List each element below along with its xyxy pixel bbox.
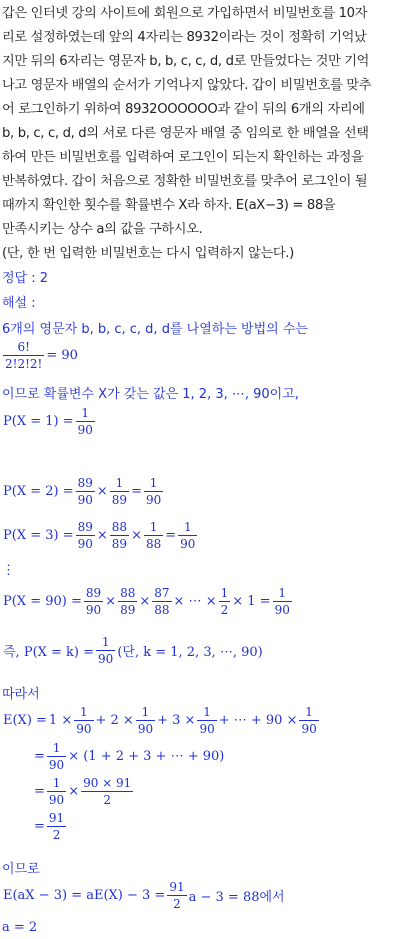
denominator: 89 [111, 493, 128, 507]
denominator: 2 [47, 826, 66, 842]
denominator: 90 [98, 652, 114, 666]
math-text: 즉, P(X = k) = [3, 645, 95, 660]
fraction [96, 635, 115, 666]
answer-line: 정답 : 2 [2, 271, 49, 286]
numerator: 1 [141, 705, 150, 719]
denominator: 90 [199, 722, 215, 736]
problem-line: 갑은 인터넷 강의 사이트에 회원으로 가입하면서 비밀번호를 10자 [2, 6, 368, 21]
math-text: = [165, 528, 177, 543]
problem-line: 리로 설정하였는데 앞의 4자리는 8932이라는 것이 정확히 기억났 [2, 30, 367, 45]
math-text: × [96, 528, 108, 543]
denominator: 88 [145, 537, 162, 551]
numerator: 1 [149, 520, 158, 534]
fraction [47, 776, 66, 807]
expectation-line-3 [33, 776, 134, 807]
fraction [76, 476, 95, 507]
so-label: 이므로 [2, 862, 40, 877]
math-text: + 3 × [157, 713, 196, 728]
denominator: 90 [137, 722, 154, 736]
p2-equation [2, 476, 164, 507]
numerator: 1 [149, 476, 158, 490]
values-line: 이므로 확률변수 X가 갖는 값은 1, 2, 3, ⋯, 90이고, [2, 387, 299, 402]
numerator: 1 [305, 705, 313, 719]
denominator: 2 [167, 895, 186, 911]
denominator: 89 [120, 603, 136, 617]
numerator: 6! [17, 340, 30, 354]
math-text: = [34, 819, 45, 834]
expectation-line-4 [33, 811, 67, 842]
problem-line: 때까지 확인한 횟수를 확률변수 X라 하자. E(aX−3) = 88을 [2, 198, 336, 213]
problem-line: (단, 한 번 입력한 비밀번호는 다시 입력하지 않는다.) [2, 246, 294, 261]
fraction [152, 586, 171, 617]
numerator: 89 [85, 586, 102, 600]
math-text: × [68, 784, 80, 799]
numerator: 1 [278, 586, 287, 600]
math-text: P(X = 3) = [3, 528, 74, 543]
p1-equation [2, 406, 96, 437]
math-text: × [105, 594, 117, 609]
p90-equation [2, 586, 293, 617]
fraction [167, 880, 186, 911]
numerator: 91 [169, 880, 185, 894]
math-text: × [139, 594, 151, 609]
numerator: 1 [220, 586, 229, 600]
math-text: P(X = 2) = [3, 484, 74, 499]
problem-line: 나고 영문자 배열의 순서가 기억나지 않았다. 갑이 비밀번호를 맞추 [2, 78, 372, 93]
fraction [110, 476, 129, 507]
math-text: = [34, 784, 45, 799]
math-text: × ⋯ × [173, 594, 217, 609]
numerator: 90 × 91 [83, 776, 132, 790]
numerator: 1 [81, 406, 90, 420]
math-text: × 1 = [232, 594, 271, 609]
fraction [74, 705, 93, 736]
numerator: 88 [120, 586, 136, 600]
fraction [47, 811, 66, 842]
count-fraction [3, 340, 44, 371]
numerator: 1 [101, 635, 110, 649]
numerator: 1 [183, 520, 192, 534]
math-text: P(X = 90) = [3, 594, 82, 609]
expectation-line-1 [2, 705, 320, 736]
explanation-label: 해설 : [2, 296, 36, 311]
numerator: 1 [115, 476, 124, 490]
fraction [47, 741, 66, 772]
numerator: 87 [154, 586, 170, 600]
numerator: 89 [77, 476, 93, 490]
math-text: 1 × [48, 713, 73, 728]
math-text: E(X) = [3, 713, 47, 728]
numerator: 1 [52, 776, 61, 790]
fraction [144, 476, 163, 507]
numerator: 89 [77, 520, 93, 534]
fraction [299, 705, 318, 736]
problem-line: 어 로그인하기 위하여 8932OOOOOO과 같이 뒤의 6개의 자리에 [2, 102, 365, 117]
problem-line: 하여 만든 비밀번호를 입력하여 로그인이 되는지 확인하는 과정을 [2, 150, 364, 165]
problem-line: 만족시키는 상수 a의 값을 구하시오. [2, 222, 203, 237]
problem-line: b, b, c, c, d, d의 서로 다른 영문자 배열 중 임의로 한 배열을 선택 [2, 126, 369, 141]
problem-line: 반복하였다. 갑이 처음으로 정확한 비밀번호를 맞추어 로그인이 될 [2, 174, 368, 189]
math-text: E(aX − 3) = aE(X) − 3 = [3, 888, 166, 903]
denominator: 2 [81, 791, 133, 807]
math-text: × (1 + 2 + 3 + ⋯ + 90) [68, 749, 225, 764]
denominator: 90 [77, 493, 93, 507]
numerator: 91 [48, 811, 65, 825]
fraction [273, 586, 292, 617]
denominator: 90 [145, 493, 162, 507]
numerator: 88 [111, 520, 128, 534]
denominator: 90 [77, 423, 93, 437]
expectation-line-2 [33, 741, 225, 772]
denominator: 90 [274, 603, 290, 617]
problem-line: 지만 뒤의 6자리는 영문자 b, b, c, c, d, d로 만들었다는 것만 기억 [2, 54, 370, 69]
denominator: 90 [180, 537, 196, 551]
fraction [144, 520, 163, 551]
denominator: 89 [111, 537, 128, 551]
solution-intro: 6개의 영문자 b, b, c, c, d, d를 나열하는 방법의 수는 [2, 322, 308, 337]
denominator: 2!2!2! [5, 357, 43, 371]
denominator: 90 [301, 722, 317, 736]
math-text: × [96, 484, 108, 499]
therefore-label: 따라서 [2, 687, 40, 702]
p3-equation [2, 520, 198, 551]
numerator: 1 [203, 705, 211, 719]
denominator: 2 [220, 603, 229, 617]
denominator: 90 [76, 722, 92, 736]
denominator: 90 [85, 603, 102, 617]
final-answer: a = 2 [2, 920, 38, 935]
denominator: 90 [48, 758, 65, 772]
fraction [136, 705, 155, 736]
vdots: ⋮ [2, 563, 15, 578]
math-text: × [131, 528, 142, 543]
fraction [76, 520, 95, 551]
fraction [110, 520, 129, 551]
fraction [81, 776, 133, 807]
math-text: + 2 × [95, 713, 134, 728]
math-text: a − 3 = 88에서 [188, 890, 285, 905]
denominator: 90 [77, 537, 93, 551]
math-text: (단, k = 1, 2, 3, ⋯, 90) [117, 645, 263, 660]
final-equation [2, 880, 286, 911]
count-equation [2, 340, 79, 371]
denominator: 88 [154, 603, 170, 617]
numerator: 1 [80, 705, 88, 719]
math-text: = 90 [46, 348, 78, 363]
denominator: 90 [48, 793, 65, 807]
math-text: + ⋯ + 90 × [218, 713, 298, 728]
math-text: P(X = 1) = [3, 414, 74, 429]
fraction [84, 586, 103, 617]
fraction [178, 520, 197, 551]
numerator: 1 [52, 741, 61, 755]
math-text: = [34, 749, 45, 764]
fraction [118, 586, 137, 617]
fraction [197, 705, 216, 736]
fraction [219, 586, 231, 617]
math-text: = [131, 484, 142, 499]
fraction [76, 406, 95, 437]
pk-equation [2, 635, 264, 666]
